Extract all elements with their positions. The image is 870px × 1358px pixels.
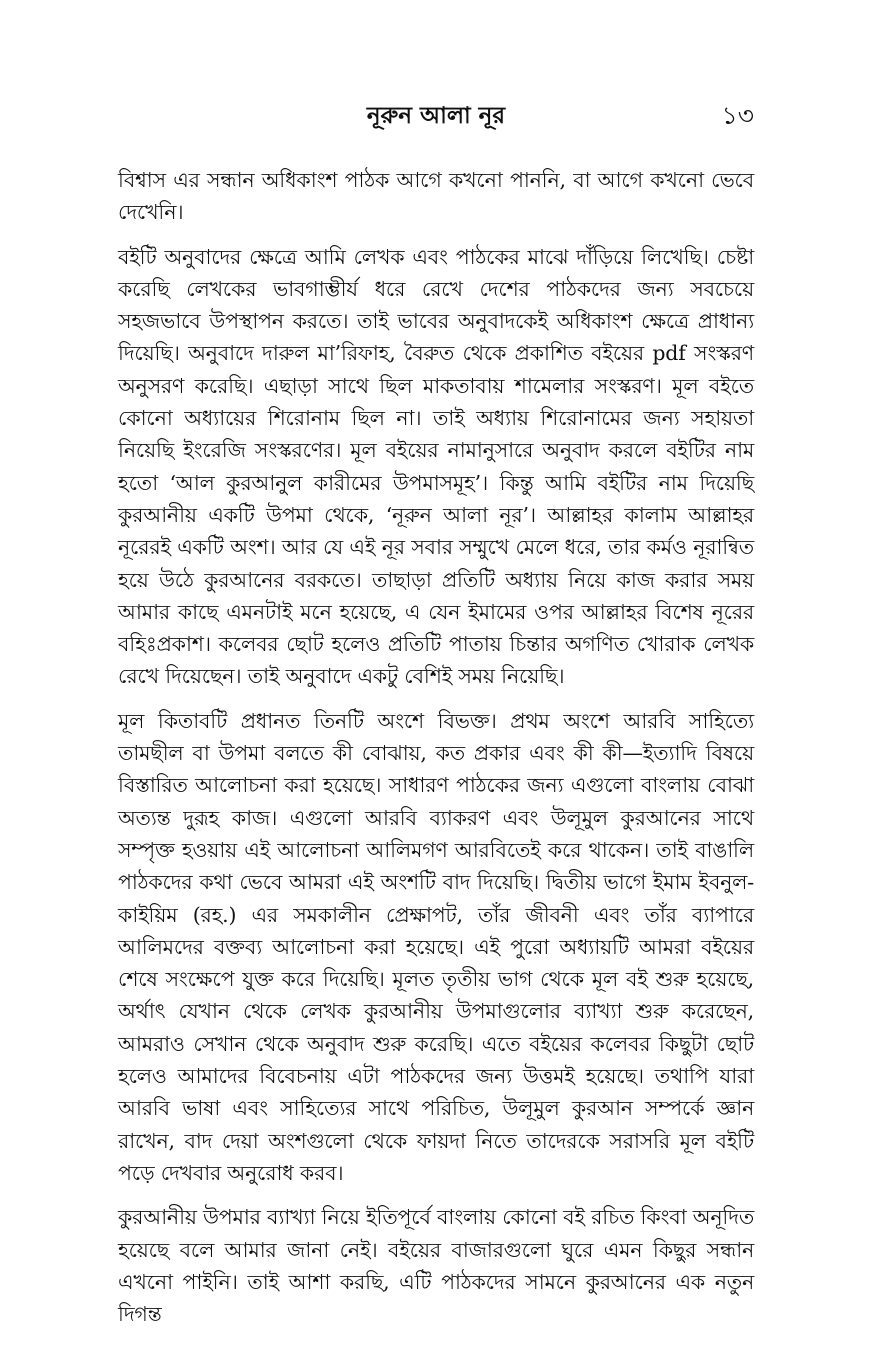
page-number: ১৩ (721, 101, 754, 130)
body-text (118, 164, 754, 1342)
paragraph-3: মূল কিতাবটি প্রধানত তিনটি অংশে বিভক্ত। প্রথম অংশে আরবি সাহিত্যে তামছীল বা উপমা বলতে কী বোঝায়, কত প্রকার এবং কী কী—ইত্যাদি বিষয়ে বিস্তারিত আলোচনা করা হয়েছে। সাধারণ পাঠকের জন্য এগুলো বাংলায় বোঝা অত্যন্ত দুরূহ কাজ। এগুলো আরবি ব্যাকরণ এবং উলূমুল কুরআনের সাথে সম্পৃক্ত হওয়ায় এই আলোচনা আলিমগণ আরবিতেই করে থাকেন। তাই বাঙালি পাঠকদের কথা ভেবে আমরা এই অংশটি বাদ দিয়েছি। দ্বিতীয় ভাগে ইমাম ইবনুল-কাইয়িম (রহ.) এর সমকালীন প্রেক্ষাপট, তাঁর জীবনী এবং তাঁর ব্যাপারে আলিমদের বক্তব্য আলোচনা করা হয়েছে। এই পুরো অধ্যায়টি আমরা বইয়ের শেষে সংক্ষেপে যুক্ত করে দিয়েছি। মূলত তৃতীয় ভাগ থেকে মূল বই শুরু হয়েছে, অর্থাৎ যেখান থেকে লেখক কুরআনীয় উপমাগুলোর ব্যাখ্যা শুরু করেছেন, আমরাও সেখান থেকে অনুবাদ শুরু করেছি। এতে বইয়ের কলেবর কিছুটা ছোট হলেও আমাদের বিবেচনায় এটা পাঠকদের জন্য উত্তমই হয়েছে। তথাপি যারা আরবি ভাষা এবং সাহিত্যের সাথে পরিচিত, উলূমুল কুরআন সম্পর্কে জ্ঞান রাখেন, বাদ দেয়া অংশগুলো থেকে ফায়দা নিতে তাদেরকে সরাসরি মূল বইটি পড়ে দেখবার অনুরোধ করব। (118, 708, 754, 1185)
page-header (118, 98, 754, 138)
paragraph-4: কুরআনীয় উপমার ব্যাখ্যা নিয়ে ইতিপূর্বে বাংলায় কোনো বই রচিত কিংবা অনূদিত হয়েছে বলে আমার জানা নেই। বইয়ের বাজারগুলো ঘুরে এমন কিছুর সন্ধান এখনো পাইনি। তাই আশা করছি, এটি পাঠকদের সামনে কুরআনের এক নতুন দিগন্ত (118, 1205, 754, 1327)
paragraph-1: বিশ্বাস এর সন্ধান অধিকাংশ পাঠক আগে কখনো পাননি, বা আগে কখনো ভেবে দেখেনি। (118, 168, 754, 225)
running-title: নূরুন আলা নূর (366, 102, 506, 129)
paragraph-2: বইটি অনুবাদের ক্ষেত্রে আমি লেখক এবং পাঠকের মাঝে দাঁড়িয়ে লিখেছি। চেষ্টা করেছি লেখকের ভাবগাম্ভীর্য ধরে রেখে দেশের পাঠকদের জন্য সবচেয়ে সহজভাবে উপস্থাপন করতে। তাই ভাবের অনুবাদকেই অধিকাংশ ক্ষেত্রে প্রাধান্য দিয়েছি। অনুবাদে দারুল মা’রিফাহ, বৈরুত থেকে প্রকাশিত বইয়ের pdf সংস্করণ অনুসরণ করেছি। এছাড়া সাথে ছিল মাকতাবায় শামেলার সংস্করণ। মূল বইতে কোনো অধ্যায়ের শিরোনাম ছিল না। তাই অধ্যায় শিরোনামের জন্য সহায়তা নিয়েছি ইংরেজি সংস্করণের। মূল বইয়ের নামানুসারে অনুবাদ করলে বইটির নাম হতো ‘আল কুরআনুল কারীমের উপমাসমূহ’। কিন্তু আমি বইটির নাম দিয়েছি কুরআনীয় একটি উপমা থেকে, ‘নূরুন আলা নূর’। আল্লাহর কালাম আল্লাহর নূরেরই একটি অংশ। আর যে এই নূর সবার সম্মুখে মেলে ধরে, তার কর্মও নূরান্বিত হয়ে উঠে কুরআনের বরকতে। তাছাড়া প্রতিটি অধ্যায় নিয়ে কাজ করার সময় আমার কাছে এমনটাই মনে হয়েছে, এ যেন ইমামের ওপর আল্লাহর বিশেষ নূরের বহিঃপ্রকাশ। কলেবর ছোট হলেও প্রতিটি পাতায় চিন্তার অগণিত খোরাক লেখক রেখে দিয়েছেন। তাই অনুবাদে একটু বেশিই সময় নিয়েছি। (118, 244, 754, 689)
